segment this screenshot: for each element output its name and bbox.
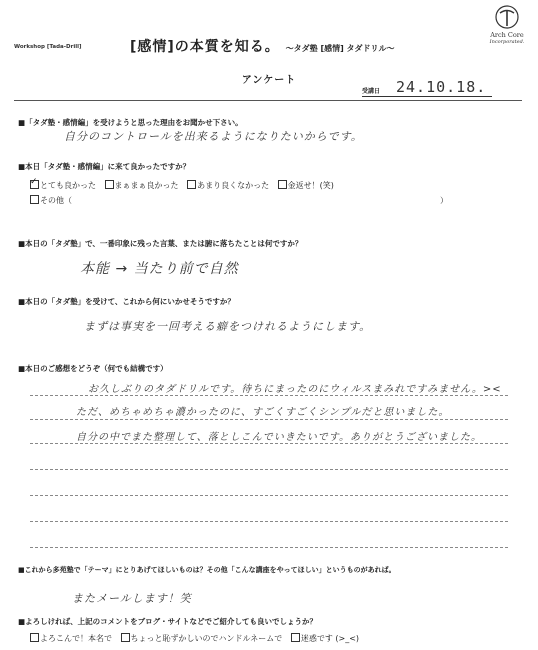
option-other-label: その他（ [40,196,72,205]
option-label: 金返せ！(笑) [287,181,334,190]
option-label: とても良かった [40,181,96,190]
option-very-good[interactable] [30,181,96,190]
checkbox-handle-name[interactable] [121,633,130,642]
workshop-label: Workshop [Tada-Drill] [14,44,82,50]
question-2: ■本日「タダ塾・感情編」に来て良かったですか？ [18,162,191,171]
answer-1[interactable]: 自分のコントロールを出来るようになりたいからです。 [64,130,363,143]
checkbox-decline[interactable] [291,633,300,642]
writing-line [30,419,508,420]
satisfaction-options [30,180,340,191]
writing-line [30,495,508,496]
answer-4[interactable]: まずは事実を一回考える癖をつけれるようにします。 [84,320,372,333]
answer-3[interactable]: 本能 → 当たり前で自然 [80,261,239,277]
option-label: まぁまぁ良かった [114,181,179,190]
date-label: 受講日 [362,88,381,95]
checkbox-real-name[interactable] [30,633,39,642]
writing-line [30,547,508,548]
logo-text-incorporated: Incorporated. [489,39,525,45]
option-fairly-good[interactable] [105,181,179,190]
arch-core-logo-icon [494,4,520,30]
logo-text-name: Arch Core [490,31,524,39]
option-real-name[interactable] [30,634,112,643]
writing-line [30,443,508,444]
checkbox-very-good[interactable] [30,180,39,189]
title-subtitle: ～タダ塾 [感情] タダドリル～ [285,44,395,53]
option-label: 迷惑です (>_<) [300,634,360,643]
company-logo [484,4,530,45]
page-title [130,36,395,56]
answer-5-line-1[interactable]: お久しぶりのタダドリルです。待ちにまったのにウィルスまみれですみません。>< [88,384,502,395]
question-6: ■これから多苑塾で「テーマ」にとりあげてほしいものは？その他「こんな講座をやってほしい」というものがあれば。 [18,566,396,574]
checkbox-refund[interactable] [278,180,287,189]
checkbox-other[interactable] [30,195,39,204]
writing-line [30,395,508,396]
option-label: よろこんで！本名で [40,634,112,643]
option-not-good[interactable] [187,181,269,190]
writing-line [30,521,508,522]
option-refund[interactable] [278,181,334,190]
answer-5-line-3[interactable]: 自分の中でまた整理して、落としこんでいきたいです。ありがとうございました。 [76,432,482,443]
checkbox-not-good[interactable] [187,180,196,189]
answer-5-line-2[interactable]: ただ、めちゃめちゃ濃かったのに、すごくすごくシンプルだと思いました。 [76,407,450,418]
option-handle-name[interactable] [121,634,283,643]
option-other-close: ） [440,196,448,205]
option-other[interactable] [30,195,72,206]
divider [14,100,522,101]
question-3: ■本日の「タダ塾」で、一番印象に残った言葉、または腑に落ちたことは何ですか？ [18,239,303,248]
option-label: あまり良くなかった [197,181,270,190]
checkbox-fairly-good[interactable] [105,180,114,189]
question-4: ■本日の「タダ塾」を受けて、これから何にいかせそうですか？ [18,297,235,306]
date-field[interactable] [362,80,492,97]
blog-permission-options [30,633,365,644]
survey-title: アンケート [241,75,297,86]
title-main: [感情]の本質を知る。 [130,39,280,55]
question-1: ■「タダ塾・感情編」を受けようと思った理由をお聞かせ下さい。 [18,118,243,127]
writing-line [30,469,508,470]
answer-6[interactable]: またメールします！笑 [72,592,192,605]
option-label: ちょっと恥ずかしいのでハンドルネームで [130,634,283,643]
question-5: ■本日のご感想をどうぞ（何でも結構です） [18,364,168,373]
date-value: 24.10.18. [396,78,487,96]
question-7: ■よろしければ、上記のコメントをブログ・サイトなどでご紹介しても良いでしょうか？ [18,617,318,626]
option-decline[interactable] [291,634,359,643]
